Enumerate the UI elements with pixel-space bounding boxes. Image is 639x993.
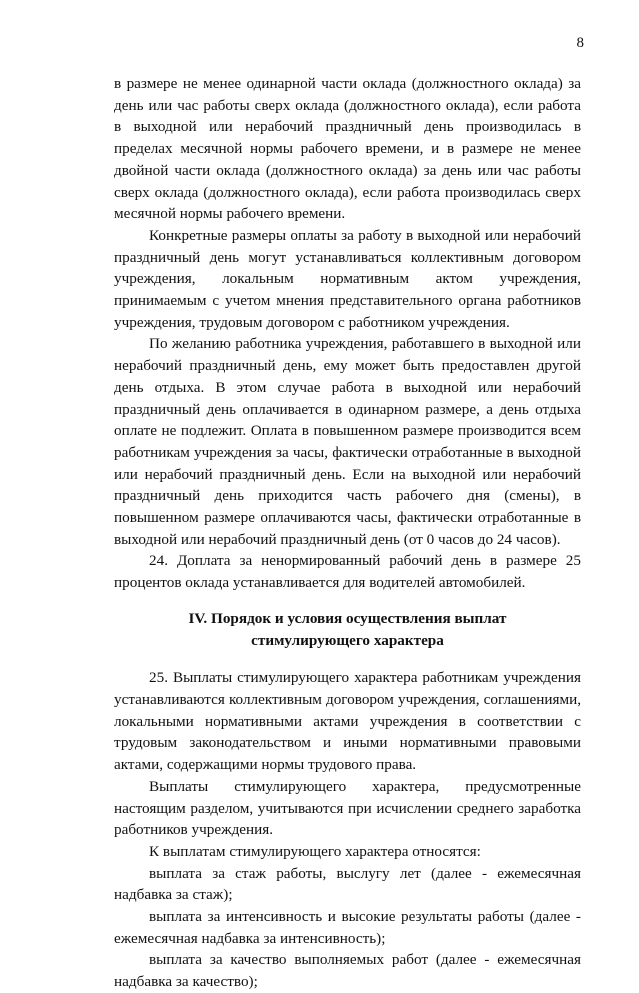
paragraph: Конкретные размеры оплаты за работу в выходной или нерабочий праздничный день могут устанавливаться коллективным договором учреждения, локальным нормативным актом учреждения, принимаемым с учетом мнения представительного органа работников учреждения, трудовым договором с работником учреждения.	[114, 226, 581, 331]
paragraph: Выплаты стимулирующего характера, предусмотренные настоящим разделом, учитываются при исчислении среднего заработка работников учреждения.	[114, 777, 581, 839]
section-heading-line-2: стимулирующего характера	[251, 631, 444, 649]
list-item: выплата за интенсивность и высокие результаты работы (далее - ежемесячная надбавка за интенсивность);	[114, 908, 581, 947]
list-item: выплата за стаж работы, выслугу лет (далее - ежемесячная надбавка за стаж);	[114, 864, 581, 904]
paragraph-continuation: в размере не менее одинарной части оклада (должностного оклада) за день или час работы сверх оклада (должностного оклада), если работа в выходной или нерабочий праздничный день производилась в пределах месячной нормы рабочего времени, и в размере не менее двойной части оклада (должностного оклада) за день или час работы сверх оклада (должностного оклада), если работа производилась сверх месячной нормы рабочего времени.	[114, 75, 581, 223]
page-number: 8	[576, 35, 584, 51]
paragraph: По желанию работника учреждения, работавшего в выходной или нерабочий праздничный день, ему может быть предоставлен другой день отдыха. В этом случае работа в выходной или нерабочий праздничный день оплачивается в одинарном размере, а день отдыха оплате не подлежит. Оплата в повышенном размере производится всем работникам учреждения за часы, фактически отработанные в выходной или нерабочий праздничный день. Если на выходной или нерабочий праздничный день приходится часть рабочего дня (смены), в повышенном размере оплачиваются часы, фактически отработанные в выходной или нерабочий праздничный день (от 0 часов до 24 часов).	[114, 335, 581, 548]
paragraph-item-25: 25. Выплаты стимулирующего характера работникам учреждения устанавливаются коллективным договором учреждения, соглашениями, локальными нормативными актами учреждения в соответствии с трудовым законодательством и иными нормативными правовыми актами, содержащими нормы трудового права.	[114, 669, 581, 774]
document-body	[114, 73, 581, 993]
paragraph-item-24: 24. Доплата за ненормированный рабочий день в размере 25 процентов оклада устанавливается для водителей автомобилей.	[114, 552, 581, 592]
section-heading-line-1: IV. Порядок и условия осуществления выплат	[188, 609, 507, 627]
section-heading	[114, 608, 581, 651]
paragraph: К выплатам стимулирующего характера относятся:	[149, 842, 481, 860]
list-item: выплата за качество выполняемых работ (далее - ежемесячная надбавка за качество);	[114, 951, 581, 991]
